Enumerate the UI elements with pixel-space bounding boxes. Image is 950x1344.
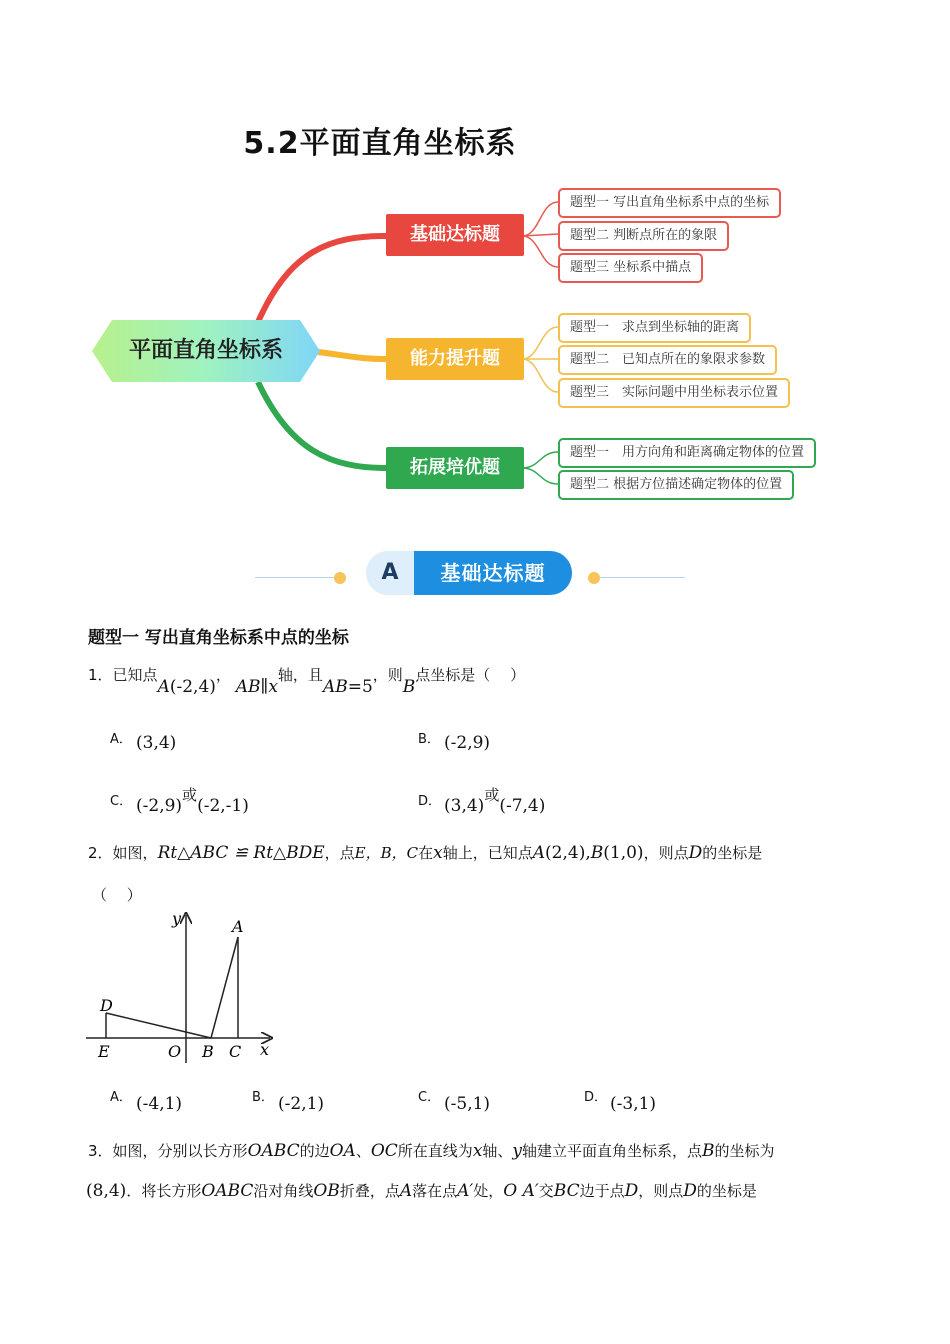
leaf-basic-2: 题型二 判断点所在的象限 [558, 221, 729, 251]
q1-option-c[interactable]: (-2,9)或(-2,-1) [136, 786, 249, 816]
label-y: y [172, 909, 182, 928]
banner-dot-right [588, 572, 600, 584]
mindmap-root: 平面直角坐标系 [128, 338, 283, 363]
question-3-line-1: 3．如图，分别以长方形OABC的边OA、OC所在直线为x轴、y轴建立平面直角坐标系，点B的坐标为 [88, 1141, 775, 1161]
q2-option-a-label[interactable]: A． [110, 1090, 132, 1105]
q1-option-a[interactable]: (3,4) [136, 733, 177, 753]
q1-option-c-label[interactable]: C． [110, 794, 133, 809]
q2-option-b[interactable]: (-2,1) [278, 1094, 325, 1114]
label-e: E [98, 1042, 110, 1061]
q2-option-d[interactable]: (-3,1) [610, 1094, 657, 1114]
banner-letter: A [366, 551, 414, 595]
leaf-basic-3: 题型三 坐标系中描点 [558, 253, 703, 283]
segment-db [106, 1013, 211, 1038]
q1-option-b-label[interactable]: B． [418, 732, 440, 747]
leaf-ability-3: 题型三 实际问题中用坐标表示位置 [558, 378, 790, 408]
leaf-basic-1: 题型一 写出直角坐标系中点的坐标 [558, 188, 781, 218]
segment-ab [211, 937, 238, 1038]
banner-line-right [600, 577, 685, 578]
question-2: 2．如图，Rt△ABC ≌ Rt△BDE，点E，B，C在x轴上，已知点A(2,4),B(1,0)，则点D的坐标是 [88, 843, 763, 863]
branch-extension: 拓展培优题 [386, 447, 524, 489]
leaf-ext-2: 题型二 根据方位描述确定物体的位置 [558, 470, 794, 500]
q2-option-c[interactable]: (-5,1) [444, 1094, 491, 1114]
leaf-ext-1: 题型一 用方向角和距离确定物体的位置 [558, 438, 816, 468]
label-o: O [168, 1042, 182, 1061]
label-b: B [202, 1042, 214, 1061]
q2-option-d-label[interactable]: D． [584, 1090, 608, 1105]
q1-option-d[interactable]: (3,4)或(-7,4) [444, 786, 546, 816]
banner-title: 基础达标题 [414, 551, 572, 595]
q2-figure [80, 905, 290, 1065]
label-d: D [100, 996, 113, 1015]
banner-line-left [255, 577, 340, 578]
q1-option-a-label[interactable]: A． [110, 732, 132, 747]
branch-ability: 能力提升题 [386, 338, 524, 380]
page-title: 5.2平面直角坐标系 [243, 126, 517, 161]
label-x: x [260, 1040, 270, 1059]
q2-option-a[interactable]: (-4,1) [136, 1094, 183, 1114]
section-title: 题型一 写出直角坐标系中点的坐标 [88, 628, 349, 648]
q2-option-c-label[interactable]: C． [418, 1090, 441, 1105]
question-3-line-2: (8,4)．将长方形OABC沿对角线OB折叠，点A落在点A′处，O A′交BC边于点D，则点D的坐标是 [86, 1181, 757, 1201]
banner-dot-left [334, 572, 346, 584]
question-1: 1．已知点A(-2,4)， AB∥x轴，且AB=5，则B点坐标是（ ） [88, 666, 526, 697]
q2-option-b-label[interactable]: B． [252, 1090, 274, 1105]
label-a: A [232, 917, 244, 936]
leaf-ability-2: 题型二 已知点所在的象限求参数 [558, 345, 777, 375]
label-c: C [229, 1042, 242, 1061]
branch-basic: 基础达标题 [386, 214, 524, 256]
q1-option-d-label[interactable]: D． [418, 794, 442, 809]
q2-answer-blank: （ ） [92, 886, 142, 904]
leaf-ability-1: 题型一 求点到坐标轴的距离 [558, 313, 751, 343]
q1-option-b[interactable]: (-2,9) [444, 733, 491, 753]
